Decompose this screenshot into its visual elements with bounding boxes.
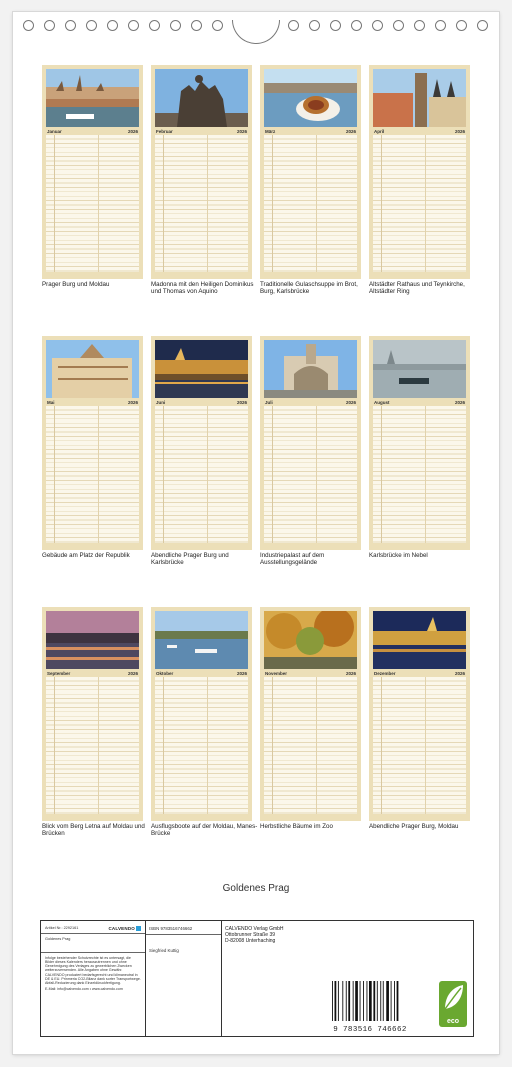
month-card-oktober (151, 607, 252, 821)
contact-email: E-Mail: info@calvendo.com • www.calvendo.com (45, 986, 123, 991)
month-day-grid (264, 677, 357, 814)
barcode-number: 9 783516 746662 (333, 1026, 407, 1034)
month-header (46, 398, 139, 406)
month-header (373, 398, 466, 406)
month-photo (46, 69, 139, 127)
product-title: Goldenes Prag (45, 937, 71, 941)
month-year: 2026 (236, 400, 247, 405)
isbn: ISBN 9783516746662 (149, 926, 193, 931)
month-photo (155, 611, 248, 669)
binding-hole (65, 20, 76, 31)
month-day-grid (373, 677, 466, 814)
month-header (373, 669, 466, 677)
month-name: Oktober (156, 671, 174, 676)
month-photo (373, 611, 466, 669)
month-year: 2026 (345, 671, 356, 676)
binding-hole (372, 20, 383, 31)
month-year: 2026 (454, 400, 465, 405)
month-year: 2026 (236, 129, 247, 134)
binding-hole (435, 20, 446, 31)
month-year: 2026 (454, 129, 465, 134)
month-day-grid (155, 406, 248, 543)
publisher-name: CALVENDO Verlag GmbH (225, 926, 284, 932)
binding-hole (170, 20, 181, 31)
month-day-grid (155, 677, 248, 814)
month-card-november (260, 607, 361, 821)
month-name: März (265, 129, 276, 134)
footer-middle-column (146, 921, 222, 1036)
leaf-icon (439, 981, 467, 1015)
month-card-september (42, 607, 143, 821)
binding-holes (13, 20, 499, 34)
month-day-grid (46, 406, 139, 543)
eco-badge: eco (439, 981, 467, 1027)
month-card-mai (42, 336, 143, 550)
month-photo (264, 69, 357, 127)
month-photo (373, 69, 466, 127)
month-caption: Industriepalast auf dem Ausstellungsgelände (260, 552, 325, 567)
binding-hole (212, 20, 223, 31)
binding-hole (309, 20, 320, 31)
month-card-februar (151, 65, 252, 279)
binding-hole (191, 20, 202, 31)
publisher-street: Ottobrunner Straße 39 (225, 932, 276, 938)
month-photo (155, 69, 248, 127)
month-caption: Madonna mit den Heiligen Dominikus und Thomas von Aquino (151, 281, 254, 296)
binding-hole (149, 20, 160, 31)
month-caption: Karlsbrücke im Nebel (369, 552, 428, 559)
month-caption: Ausflugsboote auf der Moldau, Manes-Brücke (151, 823, 258, 838)
binding-hole (414, 20, 425, 31)
author: Siegfried Kuttig (149, 947, 179, 953)
binding-hole (288, 20, 299, 31)
month-year: 2026 (454, 671, 465, 676)
month-year: 2026 (127, 400, 138, 405)
month-name: Mai (47, 400, 55, 405)
month-name: November (265, 671, 288, 676)
month-name: April (374, 129, 385, 134)
month-photo (264, 611, 357, 669)
calendar-title: Goldenes Prag (222, 883, 290, 894)
month-header (373, 127, 466, 135)
month-photo (155, 340, 248, 398)
month-caption: Gebäude am Platz der Republik (42, 552, 130, 559)
binding-hole (456, 20, 467, 31)
month-header (155, 398, 248, 406)
month-card-juli (260, 336, 361, 550)
month-name: September (47, 671, 71, 676)
binding-hole (351, 20, 362, 31)
month-caption: Abendliche Prager Burg und Karlsbrücke (151, 552, 229, 567)
month-year: 2026 (127, 671, 138, 676)
binding-hole (393, 20, 404, 31)
month-name: Juli (265, 400, 273, 405)
month-name: Dezember (374, 671, 396, 676)
month-caption: Abendliche Prager Burg, Moldau (369, 823, 459, 830)
footer-left-column (41, 921, 146, 1036)
month-year: 2026 (236, 671, 247, 676)
binding-hole (86, 20, 97, 31)
month-caption: Blick vom Berg Letna auf Moldau und Brücken (42, 823, 145, 838)
month-day-grid (264, 135, 357, 272)
binding-hole (477, 20, 488, 31)
month-year: 2026 (345, 400, 356, 405)
month-header (46, 127, 139, 135)
month-day-grid (155, 135, 248, 272)
hanger-cutout (232, 20, 280, 44)
month-card-dezember (369, 607, 470, 821)
article-number: Artikel Nr.: 2292161 (45, 926, 79, 931)
legal-text: Infolge bestehender Schutzrechte ist es untersagt, die Bilder dieses Kalenders herauszutrennen und ohne Genehmigung des Verlages zu gewerblichen Zwecken weiterzuverwenden. Alle Angaben ohne Gewähr. CALVENDO produziert bedarfsgerecht und klimaneutral in DE & EU. Prinmeria CO2-Bilanz dank sorter Transportwege. Abfall-Reduzierung dank Einzeldüruckfertigung. (45, 955, 141, 986)
month-day-grid (46, 677, 139, 814)
month-card-april (369, 65, 470, 279)
month-photo (373, 340, 466, 398)
month-name: Februar (156, 129, 173, 134)
binding-hole (44, 20, 55, 31)
month-photo (264, 340, 357, 398)
month-day-grid (46, 135, 139, 272)
binding-hole (330, 20, 341, 31)
month-year: 2026 (127, 129, 138, 134)
month-header (155, 127, 248, 135)
month-header (264, 398, 357, 406)
month-photo (46, 340, 139, 398)
footer-right-column (222, 921, 475, 1036)
calendar-page (13, 12, 499, 1054)
month-header (46, 669, 139, 677)
month-header (264, 127, 357, 135)
binding-hole (107, 20, 118, 31)
month-day-grid (264, 406, 357, 543)
month-card-juni (151, 336, 252, 550)
calvendo-logo: CALVENDO (108, 926, 141, 931)
month-day-grid (373, 135, 466, 272)
month-caption: Traditionelle Gulaschsuppe im Brot, Burg, Karlsbrücke (260, 281, 358, 296)
month-header (264, 669, 357, 677)
month-day-grid (373, 406, 466, 543)
publisher-city: D-82008 Unterhaching (225, 938, 276, 944)
month-caption: Herbstliche Bäume im Zoo (260, 823, 333, 830)
barcode (330, 981, 410, 1034)
month-photo (46, 611, 139, 669)
month-name: Januar (47, 129, 62, 134)
binding-hole (128, 20, 139, 31)
month-card-märz (260, 65, 361, 279)
month-card-januar (42, 65, 143, 279)
binding-hole (23, 20, 34, 31)
month-card-august (369, 336, 470, 550)
month-caption: Altstädter Rathaus und Teynkirche, Altstädter Ring (369, 281, 465, 296)
product-info-footer (40, 920, 474, 1037)
month-header (155, 669, 248, 677)
month-caption: Prager Burg und Moldau (42, 281, 110, 288)
month-name: August (374, 400, 390, 405)
month-name: Juni (156, 400, 166, 405)
month-year: 2026 (345, 129, 356, 134)
